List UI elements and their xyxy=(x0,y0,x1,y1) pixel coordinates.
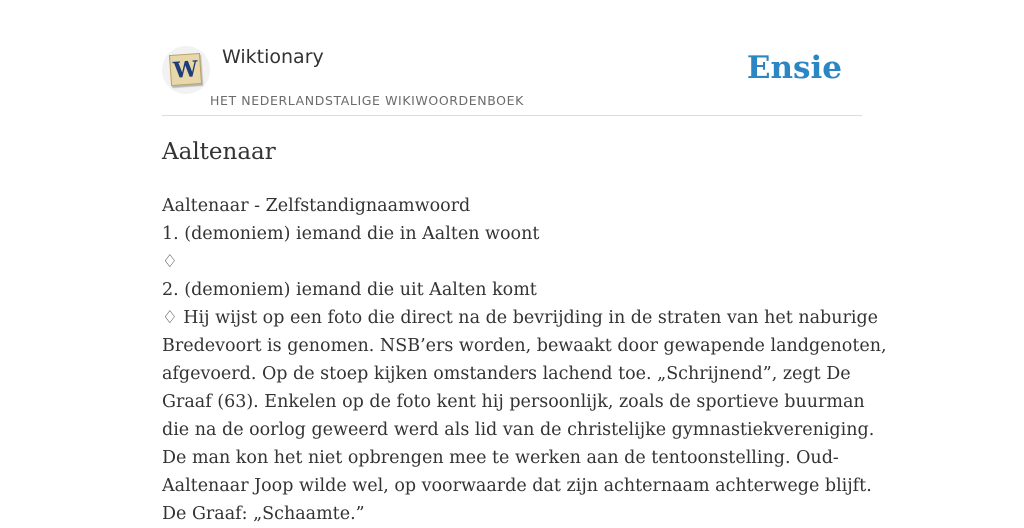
wiktionary-logo[interactable] xyxy=(162,46,210,94)
site-name[interactable]: Wiktionary xyxy=(222,46,324,68)
ensie-brand-link[interactable]: Ensie xyxy=(746,50,842,86)
page-title: Aaltenaar xyxy=(162,139,276,165)
site-tagline: HET NEDERLANDSTALIGE WIKIWOORDENBOEK xyxy=(210,93,524,108)
definition-2-example-line: die na de oorlog geweerd werd als lid van de christelijke gymnastiekvereniging. xyxy=(162,420,875,440)
definition-2: 2. (demoniem) iemand die uit Aalten komt xyxy=(162,280,537,300)
site-header xyxy=(162,36,862,116)
definition-1-example: ♢ xyxy=(162,252,178,272)
definition-2-example-line: Aaltenaar Joop wilde wel, op voorwaarde dat zijn achternaam achterwege blijft. xyxy=(162,476,872,496)
definition-2-example-line: ♢ Hij wijst op een foto die direct na de bevrijding in de straten van het naburige xyxy=(162,308,879,328)
definition-2-example-line: Graaf (63). Enkelen op de foto kent hij persoonlijk, zoals de sportieve buurman xyxy=(162,392,865,412)
definition-2-example-line: De man kon het niet opbrengen mee te werken aan de tentoonstelling. Oud- xyxy=(162,448,839,468)
entry-content xyxy=(162,192,887,528)
definition-2-example-line: afgevoerd. Op de stoep kijken omstanders lachend toe. „Schrijnend”, zegt De xyxy=(162,364,851,384)
definition-1: 1. (demoniem) iemand die in Aalten woont xyxy=(162,224,540,244)
entry-heading-line: Aaltenaar - Zelfstandignaamwoord xyxy=(162,196,471,216)
logo-tile-icon xyxy=(169,53,202,86)
definition-2-example-line: De Graaf: „Schaamte.” xyxy=(162,504,365,524)
logo-letter: W xyxy=(172,56,199,84)
definition-2-example-line: Bredevoort is genomen. NSB’ers worden, bewaakt door gewapende landgenoten, xyxy=(162,336,887,356)
